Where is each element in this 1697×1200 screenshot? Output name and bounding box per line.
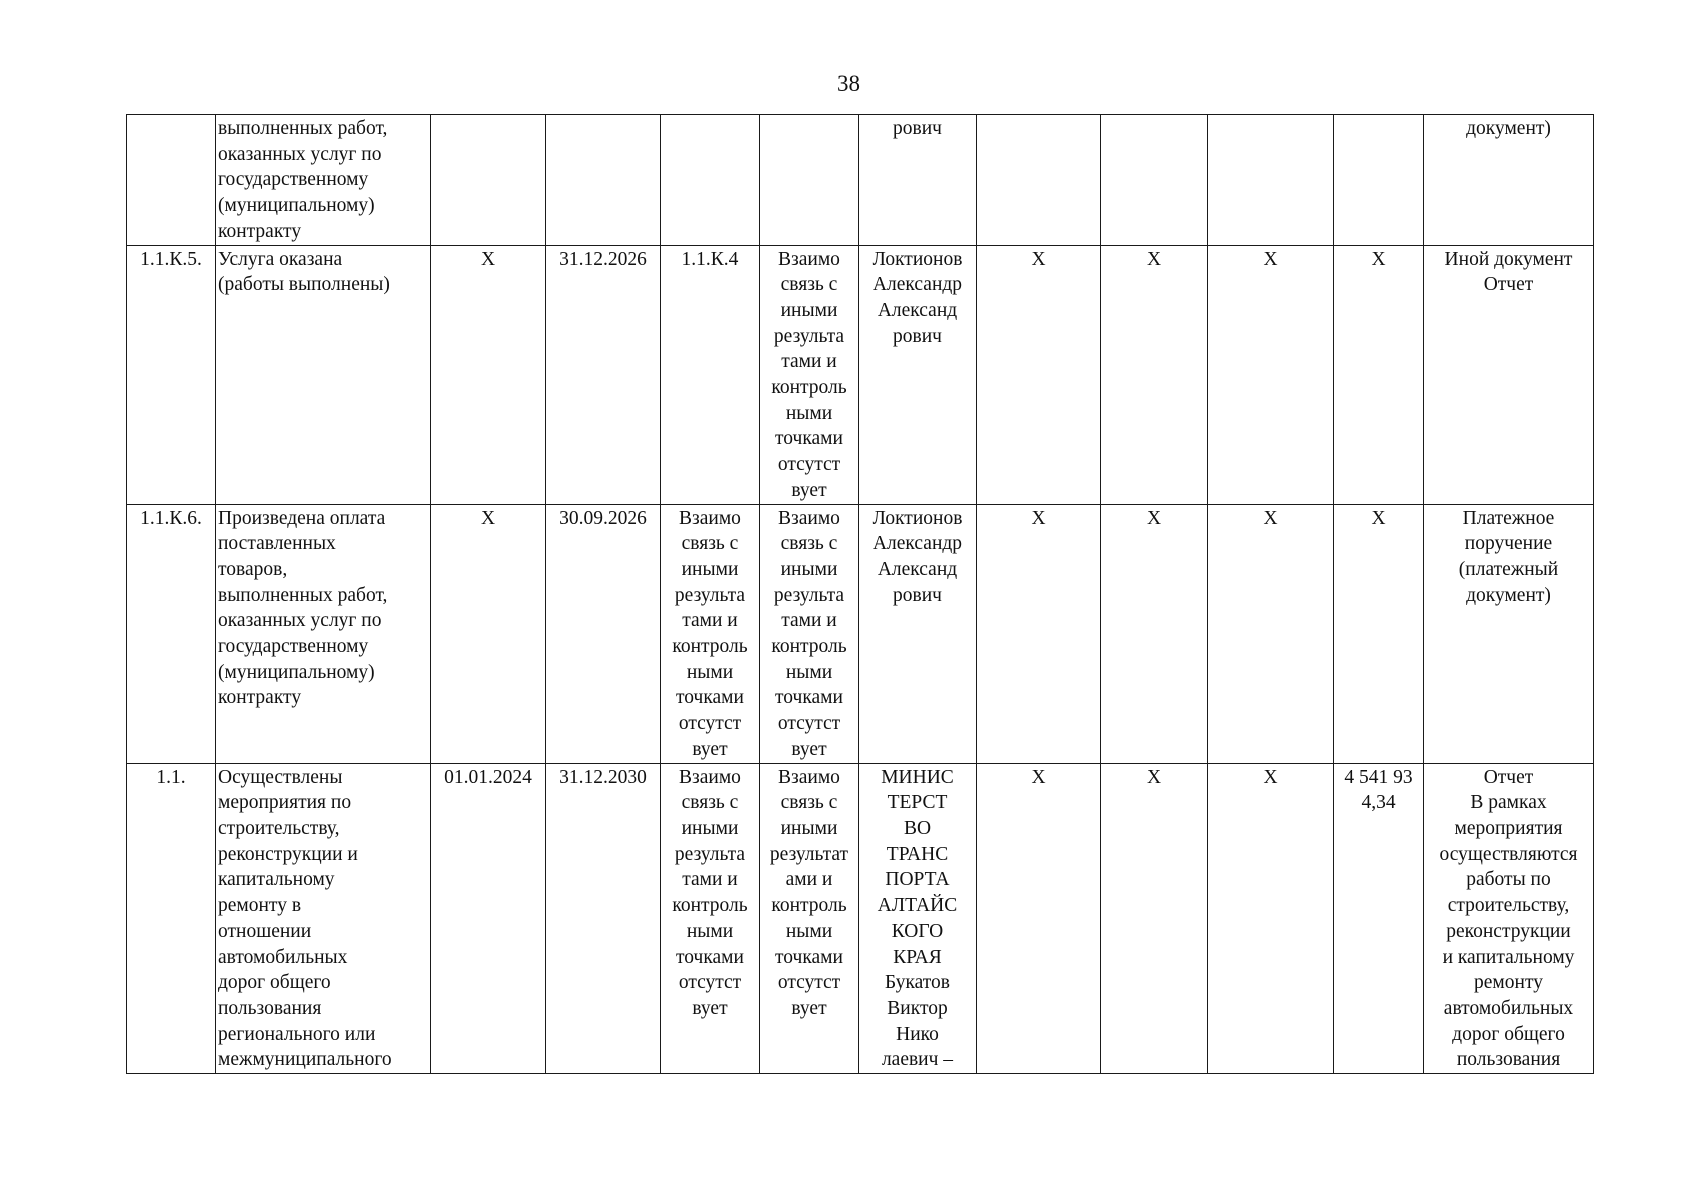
amount-cell (1334, 115, 1424, 246)
predecessor-cell: Взаимо связь с иными результа тами и контроль ными точками отсутст вует (661, 763, 760, 1073)
document-cell: Отчет В рамках мероприятия осуществляются работы по строительству, реконструкции и капитальному ремонту автомобильных дорог общего пользования (1424, 763, 1594, 1073)
start-date-cell: X (431, 504, 546, 763)
responsible-cell: Локтионов Александр Александ рович (859, 245, 977, 504)
amount-cell: X (1334, 245, 1424, 504)
amount-cell: X (1334, 504, 1424, 763)
start-date-cell: X (431, 245, 546, 504)
name-cell: Осуществлены мероприятия по строительству, реконструкции и капитальному ремонту в отношении автомобильных дорог общего пользования регионального или межмуниципального (216, 763, 431, 1073)
table-row (127, 763, 1594, 1073)
x-cell (977, 115, 1101, 246)
x-cell: X (1101, 245, 1208, 504)
x-cell: X (1101, 504, 1208, 763)
document-cell: документ) (1424, 115, 1594, 246)
table-row (127, 245, 1594, 504)
x-cell: X (1208, 504, 1334, 763)
table-row (127, 504, 1594, 763)
amount-cell: 4 541 93 4,34 (1334, 763, 1424, 1073)
start-date-cell (431, 115, 546, 246)
responsible-cell: рович (859, 115, 977, 246)
end-date-cell: 31.12.2026 (546, 245, 661, 504)
row-number-cell (127, 115, 216, 246)
x-cell: X (1208, 245, 1334, 504)
x-cell: X (977, 763, 1101, 1073)
successor-cell: Взаимо связь с иными результа тами и контроль ными точками отсутст вует (760, 504, 859, 763)
x-cell: X (1101, 763, 1208, 1073)
x-cell (1101, 115, 1208, 246)
responsible-cell: Локтионов Александр Александ рович (859, 504, 977, 763)
name-cell: Произведена оплата поставленных товаров, выполненных работ, оказанных услуг по государственному (муниципальному) контракту (216, 504, 431, 763)
predecessor-cell (661, 115, 760, 246)
successor-cell: Взаимо связь с иными результа тами и контроль ными точками отсутст вует (760, 245, 859, 504)
end-date-cell: 30.09.2026 (546, 504, 661, 763)
page-number: 38 (837, 71, 860, 96)
end-date-cell (546, 115, 661, 246)
row-number-cell: 1.1.К.6. (127, 504, 216, 763)
x-cell (1208, 115, 1334, 246)
x-cell: X (977, 245, 1101, 504)
successor-cell: Взаимо связь с иными результат ами и контроль ными точками отсутст вует (760, 763, 859, 1073)
successor-cell (760, 115, 859, 246)
control-points-table (126, 114, 1594, 1074)
responsible-cell: МИНИС ТЕРСТ ВО ТРАНС ПОРТА АЛТАЙС КОГО КРАЯ Букатов Виктор Нико лаевич – (859, 763, 977, 1073)
x-cell: X (1208, 763, 1334, 1073)
row-number-cell: 1.1. (127, 763, 216, 1073)
row-number-cell: 1.1.К.5. (127, 245, 216, 504)
start-date-cell: 01.01.2024 (431, 763, 546, 1073)
name-cell: выполненных работ, оказанных услуг по государственному (муниципальному) контракту (216, 115, 431, 246)
end-date-cell: 31.12.2030 (546, 763, 661, 1073)
predecessor-cell: 1.1.К.4 (661, 245, 760, 504)
x-cell: X (977, 504, 1101, 763)
table-row (127, 115, 1594, 246)
document-cell: Платежное поручение (платежный документ) (1424, 504, 1594, 763)
name-cell: Услуга оказана (работы выполнены) (216, 245, 431, 504)
predecessor-cell: Взаимо связь с иными результа тами и контроль ными точками отсутст вует (661, 504, 760, 763)
document-cell: Иной документ Отчет (1424, 245, 1594, 504)
